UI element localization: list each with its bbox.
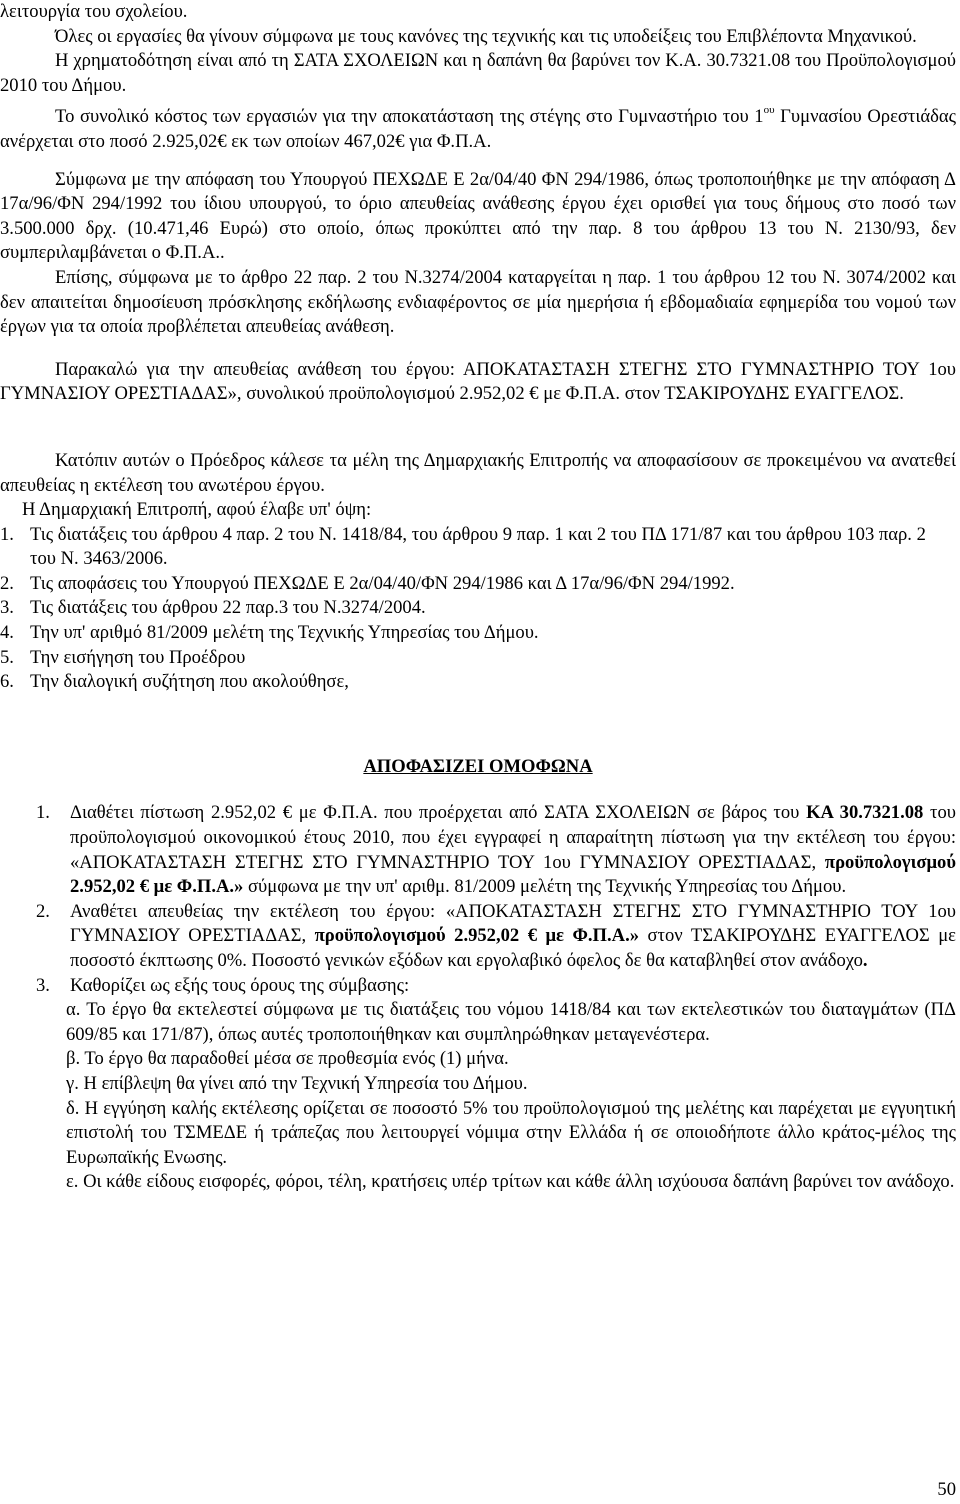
list-item-text: Τις διατάξεις του άρθρου 4 παρ. 2 του Ν. 1418/84, του άρθρου 9 παρ. 1 και 2 του ΠΔ 171/87 και του άρθρου 103 παρ. 2 του Ν. 3463/2006. [30,523,926,570]
decision-1-budget: προϋπολογισμού 2.952,02 € με Φ.Π.Α.» [70,851,956,898]
decision-1-c: του προϋπολογισμού οικονομικού έτους 2010, που έχει εγγραφεί η απαραίτητη πίστωση για την εκτέλεση του έργου: «ΑΠΟΚΑΤΑΣΤΑΣΗ ΣΤΕΓΗΣ ΣΤΟ ΓΥΜΝΑΣΤΗΡΙΟ ΤΟΥ 1ου ΓΥΜΝΑΣΙΟΥ ΟΡΕΣΤΙΑΔΑΣ, [70,802,957,873]
list-item-text: Τις διατάξεις του άρθρου 22 παρ.3 του Ν.3274/2004. [30,597,426,619]
decision-item [0,974,956,999]
para-cost-b: Γυμνασίου Ορεστιάδας ανέρχεται στο ποσό 2.925,02€ εκ των οποίων 467,02€ για Φ.Π.Α. [0,106,956,152]
term-item: β. Το έργο θα παραδοθεί μέσα σε προθεσμία ενός (1) μήνα. [66,1048,509,1070]
list-item [0,523,956,572]
decision-number: 3. [36,974,50,996]
list-item-number: 6. [0,671,14,693]
page-number: 50 [937,1479,956,1500]
list-item-number: 3. [0,597,14,619]
decision-2-c: στον ΤΣΑΚΙΡΟΥΔΗΣ ΕΥΑΓΓΕΛΟΣ με ποσοστό έκπτωσης 0%. Ποσοστό γενικών εξόδων και εργολαβικό όφελος δε θα καταβληθεί στον ανάδοχο [70,925,956,971]
decision-2-d: . [862,950,868,971]
list-item-text: Την εισήγηση του Προέδρου [30,646,246,668]
decision-1-e: σύμφωνα με την υπ' αριθμ. 81/2009 μελέτη της Τεχνικής Υπηρεσίας του Δήμου. [243,876,847,898]
term-item: α. Το έργο θα εκτελεστεί σύμφωνα με τις διατάξεις του νόμου 1418/84 και των εκτελεστικών του διαταγμάτων (ΠΔ 609/85 και 171/87), όπως αυτές τροποποιήθηκαν και συμπληρώθηκαν μεταγενέστερα. [66,999,956,1045]
para-committee: Η Δημαρχιακή Επιτροπή, αφού έλαβε υπ' όψη: [22,499,372,521]
decision-1-a: Διαθέτει πίστωση 2.952,02 € με Φ.Π.Α. που προέρχεται από ΣΑΤΑ ΣΧΟΛΕΙΩΝ σε βάρος του [70,802,807,824]
decision-3-a: Καθορίζει ως εξής τους όρους της σύμβασης: [70,974,410,996]
list-item [0,670,956,695]
list-item-number: 4. [0,622,14,644]
decision-number: 1. [36,802,50,824]
decision-1-account: ΚΑ 30.7321.08 [806,802,924,824]
para-cost-a: Το συνολικό κόστος των εργασιών για την αποκατάσταση της στέγης στο Γυμναστήριο του 1 [55,106,764,128]
decision-number: 2. [36,900,50,922]
list-item [0,621,956,646]
list-item-text: Την διαλογική συζήτηση που ακολούθησε, [30,671,349,693]
list-item-text: Την υπ' αριθμό 81/2009 μελέτη της Τεχνικής Υπηρεσίας του Δήμου. [30,622,539,644]
terms-list [0,998,956,1195]
list-item-number: 5. [0,646,14,668]
para-law: Σύμφωνα με την απόφαση του Υπουργού ΠΕΧΩΔΕ Ε 2α/04/40 ΦΝ 294/1986, όπως τροποποιήθηκε με την απόφαση Δ 17α/96/ΦΝ 294/1992 του ίδιου υπουργού, το όριο απευθείας ανάθεσης έργου έχει ορισθεί για τους δήμους στο ποσό των 3.500.000 δρχ. (10.471,46 Ευρώ) στο οποίο, όπως προκύπτει από την παρ. 8 του άρθρου 13 του Ν. 2130/93, δεν συμπεριλαμβάνεται ο Φ.Π.Α.. [0,168,956,264]
list-item-number: 2. [0,572,14,594]
term-item: ε. Οι κάθε είδους εισφορές, φόροι, τέλη, κρατήσεις υπέρ τρίτων και κάθε άλλη ισχύουσα δαπάνη βαρύνει τον ανάδοχο. [66,1171,955,1193]
decision-item [0,801,956,899]
decisions-list [0,801,956,998]
decision-heading: ΑΠΟΦΑΣΙΖΕΙ ΟΜΟΦΩΝΑ [363,755,593,777]
para-works: Όλες οι εργασίες θα γίνουν σύμφωνα με τους κανόνες της τεχνικής και τις υποδείξεις του Επιβλέποντα Μηχανικού. [55,25,917,47]
decision-2-a: Αναθέτει απευθείας την εκτέλεση του έργου: «ΑΠΟΚΑΤΑΣΤΑΣΗ ΣΤΕΓΗΣ ΣΤΟ ΓΥΜΝΑΣΤΗΡΙΟ ΤΟΥ 1ου ΓΥΜΝΑΣΙΟΥ ΟΡΕΣΤΙΑΔΑΣ, [70,900,956,947]
decision-2-budget: προϋπολογισμού 2.952,02 € με Φ.Π.Α.» [314,925,640,947]
term-item: γ. Η επίβλεψη θα γίνει από την Τεχνική Υπηρεσία του Δήμου. [66,1072,528,1094]
considerations-list [0,523,956,695]
para-then: Κατόπιν αυτών ο Πρόεδρος κάλεσε τα μέλη της Δημαρχιακής Επιτροπής να αποφασίσουν σε προκειμένου να ανατεθεί απευθείας η εκτέλεση του ανωτέρου έργου. [0,449,956,496]
para-request: Παρακαλώ για την απευθείας ανάθεση του έργου: ΑΠΟΚΑΤΑΣΤΑΣΗ ΣΤΕΓΗΣ ΣΤΟ ΓΥΜΝΑΣΤΗΡΙΟ ΤΟΥ 1ου ΓΥΜΝΑΣΙΟΥ ΟΡΕΣΤΙΑΔΑΣ», συνολικού προϋπολογισμού 2.952,02 € με Φ.Π.Α. στον ΤΣΑΚΙΡΟΥΔΗΣ ΕΥΑΓΓΕΛΟΣ. [0,358,956,405]
decision-item [0,900,956,974]
line-top: λειτουργία του σχολείου. [0,1,188,22]
list-item [0,646,956,671]
term-item: δ. Η εγγύηση καλής εκτέλεσης ορίζεται σε ποσοστό 5% του προϋπολογισμού της μελέτης και παρέχεται με εγγυητική επιστολή του ΤΣΜΕΔΕ ή τράπεζας που λειτουργεί νόμιμα στην Ελλάδα ή σε οποιοδήποτε άλλο κράτος-μέλος της Ευρωπαϊκής Ενωσης. [66,1097,956,1168]
para-also: Επίσης, σύμφωνα με το άρθρο 22 παρ. 2 του Ν.3274/2004 καταργείται η παρ. 1 του άρθρου 12 του Ν. 3074/2002 και δεν απαιτείται δημοσίευση πρόσκλησης εκδήλωσης ενδιαφέροντος σε μία ημερήσια ή εβδομαδιαία εφημερίδα του νομού των έργων για τα οποία προβλέπεται απευθείας ανάθεση. [0,266,956,338]
list-item [0,596,956,621]
list-item [0,572,956,597]
para-finance: Η χρηματοδότηση είναι από τη ΣΑΤΑ ΣΧΟΛΕΙΩΝ και η δαπάνη θα βαρύνει τον Κ.Α. 30.7321.08 του Προϋπολογισμού 2010 του Δήμου. [0,50,956,96]
para-cost [0,105,956,154]
para-cost-sup: ου [763,104,775,117]
list-item-number: 1. [0,523,14,545]
list-item-text: Τις αποφάσεις του Υπουργού ΠΕΧΩΔΕ Ε 2α/04/40/ΦΝ 294/1986 και Δ 17α/96/ΦΝ 294/1992. [30,572,735,594]
